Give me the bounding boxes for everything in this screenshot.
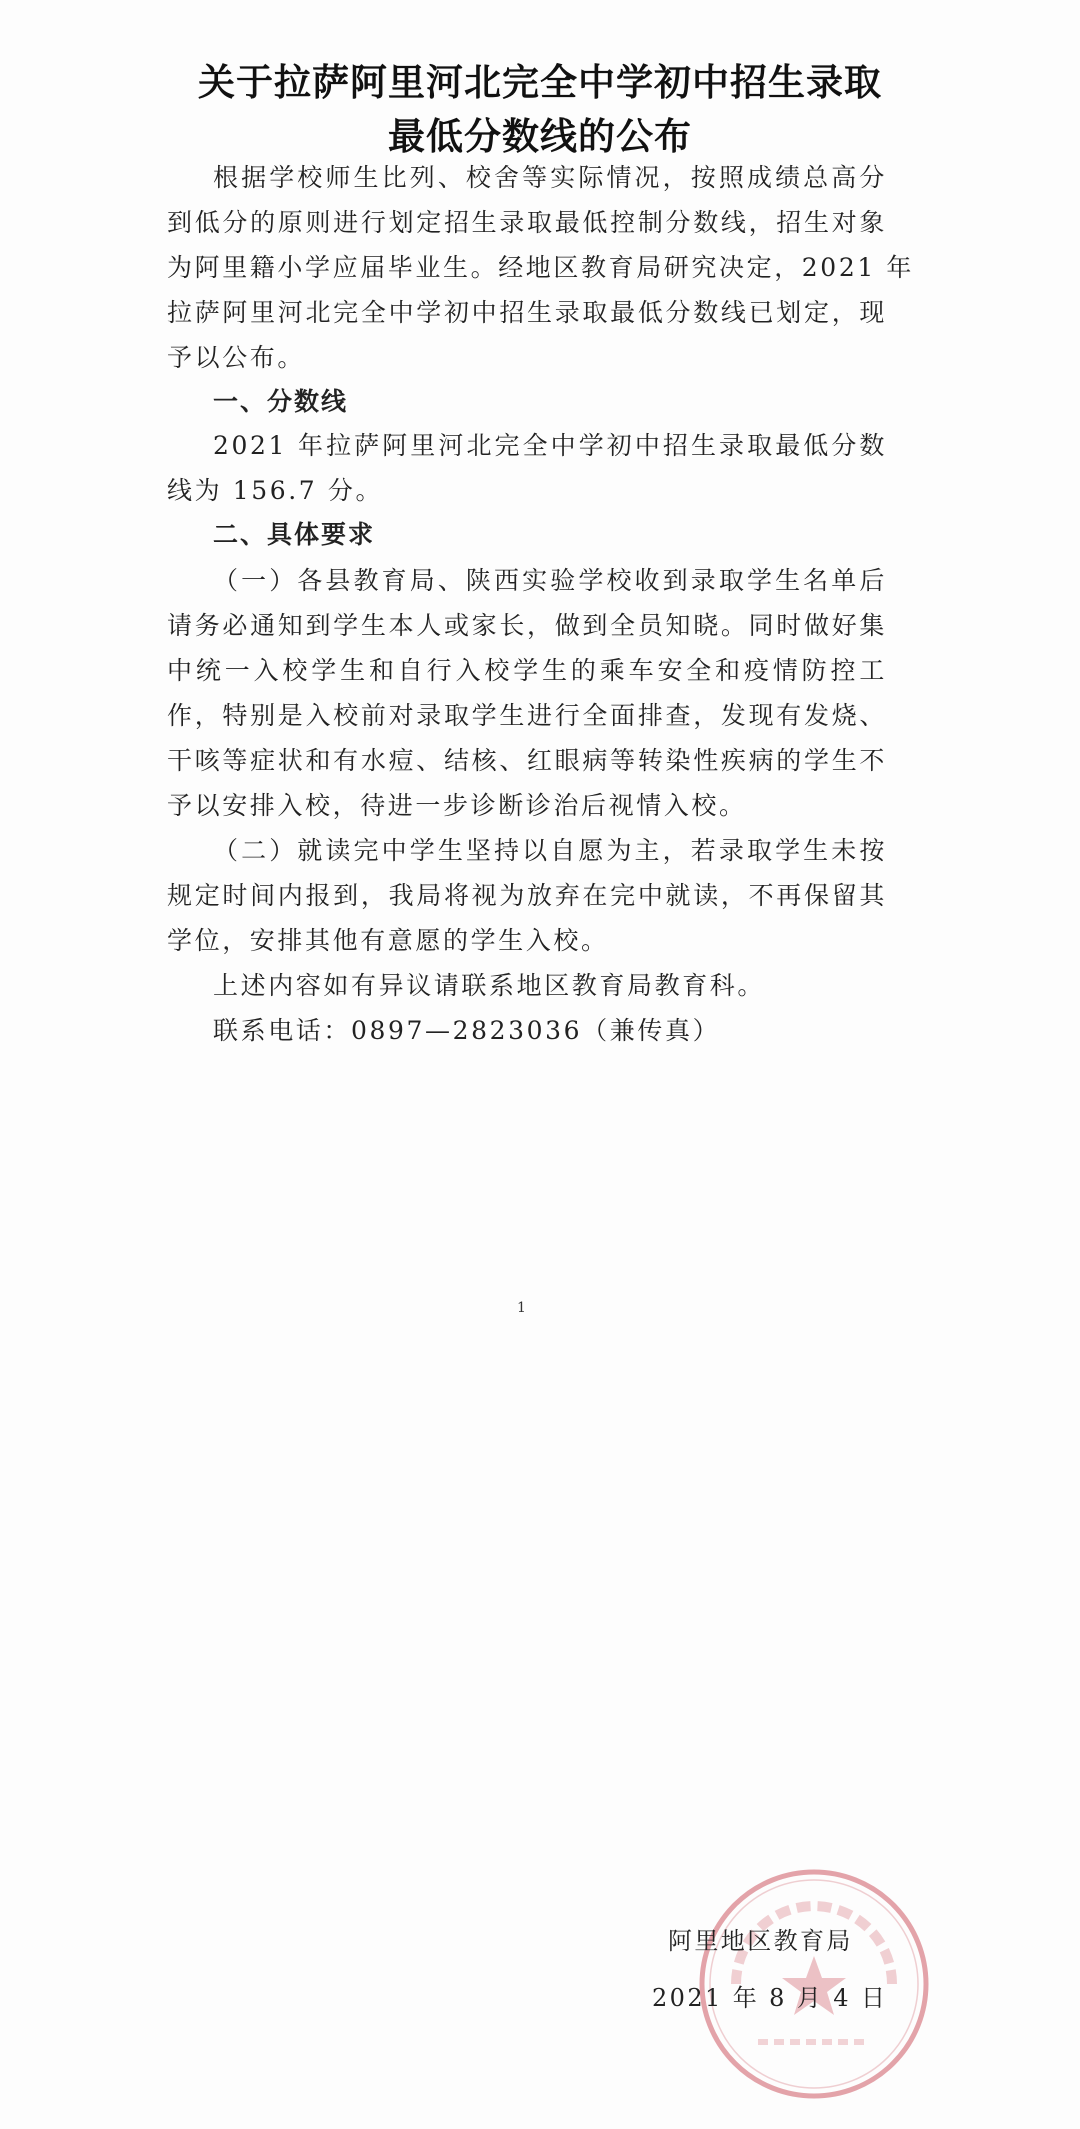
requirement-1-line-1: （一）各县教育局、陕西实验学校收到录取学生名单后 bbox=[213, 566, 887, 595]
requirement-1-line-2: 请务必通知到学生本人或家长，做到全员知晓。同时做好集 bbox=[167, 611, 887, 640]
requirement-1-line-3: 中统一入校学生和自行入校学生的乘车安全和疫情防控工 bbox=[167, 656, 887, 685]
document-title-line-2: 最低分数线的公布 bbox=[388, 115, 692, 158]
document-title-line-1: 关于拉萨阿里河北完全中学初中招生录取 bbox=[198, 61, 882, 104]
page-number: 1 bbox=[517, 1300, 526, 1316]
section-heading-requirements: 二、具体要求 bbox=[213, 520, 376, 549]
section-heading-score-line: 一、分数线 bbox=[213, 387, 349, 416]
requirement-2-line-1: （二）就读完中学生坚持以自愿为主，若录取学生未按 bbox=[213, 836, 887, 865]
signature-organization: 阿里地区教育局 bbox=[668, 1927, 853, 1955]
intro-line-1: 根据学校师生比列、校舍等实际情况，按照成绩总高分 bbox=[213, 163, 887, 192]
score-line-2: 线为 156.7 分。 bbox=[167, 476, 384, 505]
contact-note: 上述内容如有异议请联系地区教育局教育科。 bbox=[213, 971, 766, 1000]
signature-date: 2021 年 8 月 4 日 bbox=[652, 1984, 888, 2012]
intro-line-5: 予以公布。 bbox=[167, 343, 306, 372]
score-line-1: 2021 年拉萨阿里河北完全中学初中招生录取最低分数 bbox=[213, 431, 887, 460]
intro-line-2: 到低分的原则进行划定招生录取最低控制分数线，招生对象 bbox=[167, 208, 887, 237]
requirement-1-line-6: 予以安排入校，待进一步诊断诊治后视情入校。 bbox=[167, 791, 747, 820]
intro-line-4: 拉萨阿里河北完全中学初中招生录取最低分数线已划定，现 bbox=[167, 298, 887, 327]
requirement-1-line-5: 干咳等症状和有水痘、结核、红眼病等转染性疾病的学生不 bbox=[167, 746, 887, 775]
contact-phone: 联系电话：0897—2823036（兼传真） bbox=[213, 1016, 721, 1045]
intro-line-3: 为阿里籍小学应届毕业生。经地区教育局研究决定，2021 年 bbox=[167, 253, 914, 282]
requirement-2-line-2: 规定时间内报到，我局将视为放弃在完中就读，不再保留其 bbox=[167, 881, 887, 910]
requirement-1-line-4: 作，特别是入校前对录取学生进行全面排查，发现有发烧、 bbox=[167, 701, 887, 730]
requirement-2-line-3: 学位，安排其他有意愿的学生入校。 bbox=[167, 926, 609, 955]
